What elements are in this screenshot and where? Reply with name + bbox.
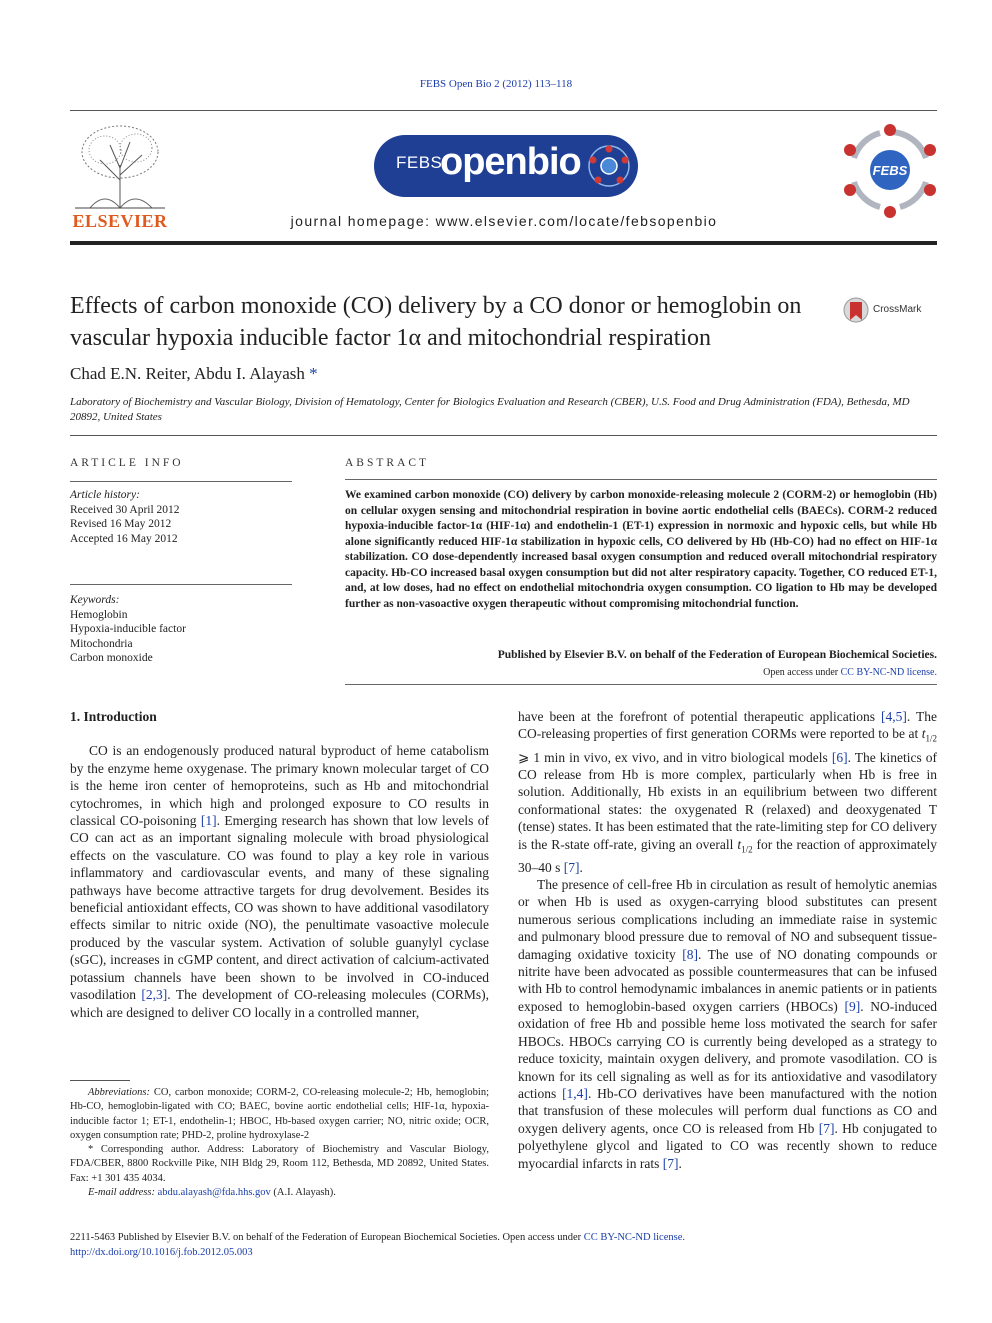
email-footnote (70, 1186, 489, 1200)
abbreviations-label: Abbreviations: (88, 1087, 151, 1098)
keywords-rule (70, 584, 292, 585)
article-info-rule (70, 481, 292, 482)
citation-link[interactable]: [6] (831, 749, 848, 765)
license-link[interactable]: CC BY-NC-ND license. (840, 667, 937, 678)
citation-link[interactable]: [9] (844, 998, 861, 1014)
text-run: . The use of NO donating compounds or nitrite have been advocated as possible countermeasures that can be infused with Hb to control hemodynamic imbalances in anemic patients or in patients exposed to hemoglobin-based oxygen carriers (HBOCs) (518, 946, 937, 1014)
text-run: . Emerging research has shown that low levels of CO can act as an important signaling molecule with broad physiological effects on the vasculature. CO was found to play a key role in various inflammatory and cardiovascular events, and many of these signaling pathways have become attractive targets for drug devolvement. Besides its beneficial antioxidant effects, CO was shown to have additional vasodilatory effects similar to nitric oxide (NO), the penultimate vasoactive molecule produced by the vascular system. Activation of soluble guanylyl cyclase (sGC), increases in cGMP content, and direct activation of calcium-activated potassium channels have been shown to be involved in CO-induced vasodilation (70, 813, 489, 1003)
abstract-publisher-line: Published by Elsevier B.V. on behalf of the Federation of European Biochemical Societies. (497, 649, 937, 661)
history-accepted: Accepted 16 May 2012 (70, 532, 178, 545)
text-run: . Hb conjugated to polyethylene glycol and ligated to CO was recently shown to reduce myocardial infarcts in rats (518, 1120, 937, 1171)
abbreviations-text: CO, carbon monoxide; CORM-2, CO-releasing molecule-2; Hb, hemoglobin; Hb-CO, hemoglobin-ligated with CO; BAEC, bovine aortic endothelial cells; HIF-1α, hypoxia-inducible factor 1; ET-1, endothelin-1; HBOC, Hb-based oxygen carrier; NO, nitric oxide; OCR, oxygen consumption rate; PHD-2, proline hydroxylase-2 (70, 1087, 489, 1141)
text-run: CO is an endogenously produced natural byproduct of heme catabolism by the enzyme heme oxygenase. The primary known molecular target of CO is the heme iron center of hemoproteins, such as Hb and mitochondrial cytochromes, in which high and prolonged exposure to CO results in classical CO-poisoning (70, 743, 489, 829)
text-run: . Hb-CO derivatives have been manufactured with the notion that transfusion of these molecules will perform dual functions as CO and oxygen delivery agents, once CO is released from Hb (518, 1085, 937, 1136)
footer-oa-prefix: Open access under (499, 1232, 584, 1243)
issn-line (70, 1230, 937, 1245)
febs-logo-icon (840, 120, 940, 220)
header-thick-rule (70, 241, 937, 245)
molecule-icon (586, 143, 632, 189)
text-run: . The development of CO-releasing molecules (CORMs), which are designed to deliver CO locally in a controlled manner, (70, 987, 489, 1020)
citation-link[interactable]: [7] (818, 1120, 835, 1136)
text-run: . The kinetics of CO release from Hb is more complex, particularly when Hb is free in solution. Additionally, Hb exists in an equilibrium between two different conformational states: the oxygenated R (relaxed) and deoxygenated T (tense) states. It has been estimated that the rate-limiting step for CO delivery is the R-state off-rate, giving an overall (518, 749, 938, 852)
text-run: . The CO-releasing properties of first generation CORMs were reported to be at (518, 709, 938, 742)
affiliation: Laboratory of Biochemistry and Vascular Biology, Division of Hematology, Center for Biologics Evaluation and Research (CBER), U.S. Food and Drug Administration (FDA), Bethesda, MD 20892, United States (70, 396, 910, 423)
citation-link[interactable]: [8] (682, 946, 698, 962)
crossmark-badge[interactable] (843, 296, 943, 326)
text-run: The presence of cell-free Hb in circulation as result of hemolytic anemias or when Hb is used as oxygen-carrying blood substitutes can present numerous serious complications including an immediate raise in systemic and pulmonary blood pressure due to removal of NO and subsequent tissue-damaging oxidative toxicity (518, 877, 937, 962)
abstract-rule (345, 479, 937, 480)
keyword: Hemoglobin (70, 608, 128, 621)
history-received: Received 30 April 2012 (70, 503, 180, 516)
crossmark-icon (843, 296, 869, 324)
footer-license-link[interactable]: CC BY-NC-ND license. (583, 1232, 685, 1243)
keywords-label: Keywords: (70, 594, 120, 606)
keywords (70, 593, 186, 666)
header-rule (70, 110, 937, 111)
text-run: . NO-induced oxidation of free Hb and possible heme loss motivated the search for safer HBOCs. HBOCs carrying CO is currently being developed as a strategy to reduce toxicity, maintain oxygen delivery, and promote vasodilation. CO is known for its cell signaling as well as for its antioxidative and vasodilatory actions (518, 998, 937, 1101)
intro-paragraph-2 (518, 876, 937, 1172)
article-history (70, 488, 180, 546)
left-column (70, 708, 489, 1021)
corresponding-author-mark[interactable]: * (309, 364, 318, 383)
citation-link[interactable]: [7] (662, 1155, 679, 1171)
oa-prefix: Open access under (763, 667, 841, 678)
banner-febs-text: FEBS (396, 153, 443, 172)
elsevier-tree-icon (70, 120, 170, 210)
subscript: 1/2 (925, 734, 937, 745)
crossmark-label: CrossMark (873, 304, 922, 315)
abstract-text: We examined carbon monoxide (CO) delivery by carbon monoxide-releasing molecule 2 (CORM-2) or hemoglobin (Hb) on cellular oxygen sensing and mitochondrial respiration in bovine aortic endothelial cells (BAECs). CORM-2 reduced hypoxia-inducible factor-1α (HIF-1α) and endothelin-1 (ET-1) expression in normoxic and hypoxic cells, but while Hb alone significantly reduced HIF-1α stabilization in hypoxic cells, CO delivered by Hb (Hb-CO) had no effect on HIF-1α stabilization. CO dose-dependently increased basal oxygen consumption and reduced overall mitochondrial respiratory capacity. Hb-CO increased basal oxygen consumption but did not alter respiratory capacity. Together, CO reduced ET-1, and, at low doses, had no effect on endothelial mitochondria oxygen consumption. CO ligation to Hb may be developed further as non-vasoactive oxygen therapeutic without compromising mitochondrial function. (345, 489, 937, 610)
keyword: Mitochondria (70, 637, 133, 650)
abbreviations-footnote (70, 1086, 489, 1143)
journal-reference[interactable]: FEBS Open Bio 2 (2012) 113–118 (419, 78, 573, 90)
email-label: E-mail address: (88, 1187, 155, 1199)
email-suffix: (A.I. Alayash). (270, 1187, 336, 1199)
keyword: Carbon monoxide (70, 652, 153, 664)
page-footer (70, 1230, 937, 1260)
email-link[interactable]: abdu.alayash@fda.hhs.gov (157, 1187, 271, 1199)
intro-paragraph-1 (70, 742, 489, 1021)
corresponding-author-footnote: * Corresponding author. Address: Laboratory of Biochemistry and Vascular Biology, FDA/CBER, 8800 Rockville Pike, NIH Bldg 29, Room 112, Bethesda, MD 20892, United States. Fax: +1 301 435 4034. (70, 1144, 489, 1184)
text-run: ⩾ 1 min in vivo, ex vivo, and in vitro biological models (518, 749, 832, 765)
subscript: 1/2 (741, 844, 753, 855)
doi-link[interactable]: http://dx.doi.org/10.1016/j.fob.2012.05.003 (70, 1247, 253, 1258)
elsevier-wordmark: ELSEVIER (72, 211, 168, 231)
citation-link[interactable]: [1,4] (562, 1085, 588, 1101)
footnotes (70, 1086, 489, 1200)
article-title: Effects of carbon monoxide (CO) delivery by a CO donor or hemoglobin on vascular hypoxia inducible factor 1α and mitochondrial respiration (70, 293, 802, 351)
text-run: for the reaction of approximately 30–40 s (518, 836, 937, 875)
issn-text: 2211-5463 Published by Elsevier B.V. on behalf of the Federation of European Biochemical Societies. (70, 1232, 500, 1243)
banner-openbio-text: openbio (440, 141, 581, 183)
history-label: Article history: (70, 489, 140, 501)
text-run: . (579, 859, 583, 875)
citation-link[interactable]: [1] (200, 813, 217, 829)
citation-link[interactable]: [4,5] (881, 709, 907, 724)
article-info-heading: ARTICLE INFO (70, 457, 184, 469)
abstract-heading: ABSTRACT (345, 457, 430, 469)
authors-names: Chad E.N. Reiter, Abdu I. Alayash (70, 364, 305, 383)
text-run: . (678, 1155, 682, 1171)
text-run: have been at the forefront of potential therapeutic applications (518, 709, 881, 724)
intro-paragraph-1-continued (518, 708, 937, 876)
citation-link[interactable]: [7] (563, 859, 580, 875)
footnote-rule (70, 1080, 130, 1081)
author-list (70, 364, 318, 384)
citation-link[interactable]: [2,3] (141, 987, 168, 1003)
open-access-note (345, 667, 937, 678)
affiliation-rule (70, 435, 937, 436)
right-column (518, 708, 937, 1172)
italic-symbol: t (921, 726, 926, 742)
journal-banner[interactable] (374, 135, 638, 197)
history-revised: Revised 16 May 2012 (70, 518, 172, 530)
febs-logo-text: FEBS (872, 163, 908, 178)
abstract-bottom-rule (345, 684, 937, 685)
febs-society-logo[interactable] (840, 120, 940, 220)
journal-homepage[interactable]: journal homepage: www.elsevier.com/locate/febsopenbio (290, 213, 718, 229)
keyword: Hypoxia-inducible factor (70, 623, 186, 635)
italic-symbol: t (737, 836, 742, 852)
section-heading: 1. Introduction (70, 709, 157, 724)
